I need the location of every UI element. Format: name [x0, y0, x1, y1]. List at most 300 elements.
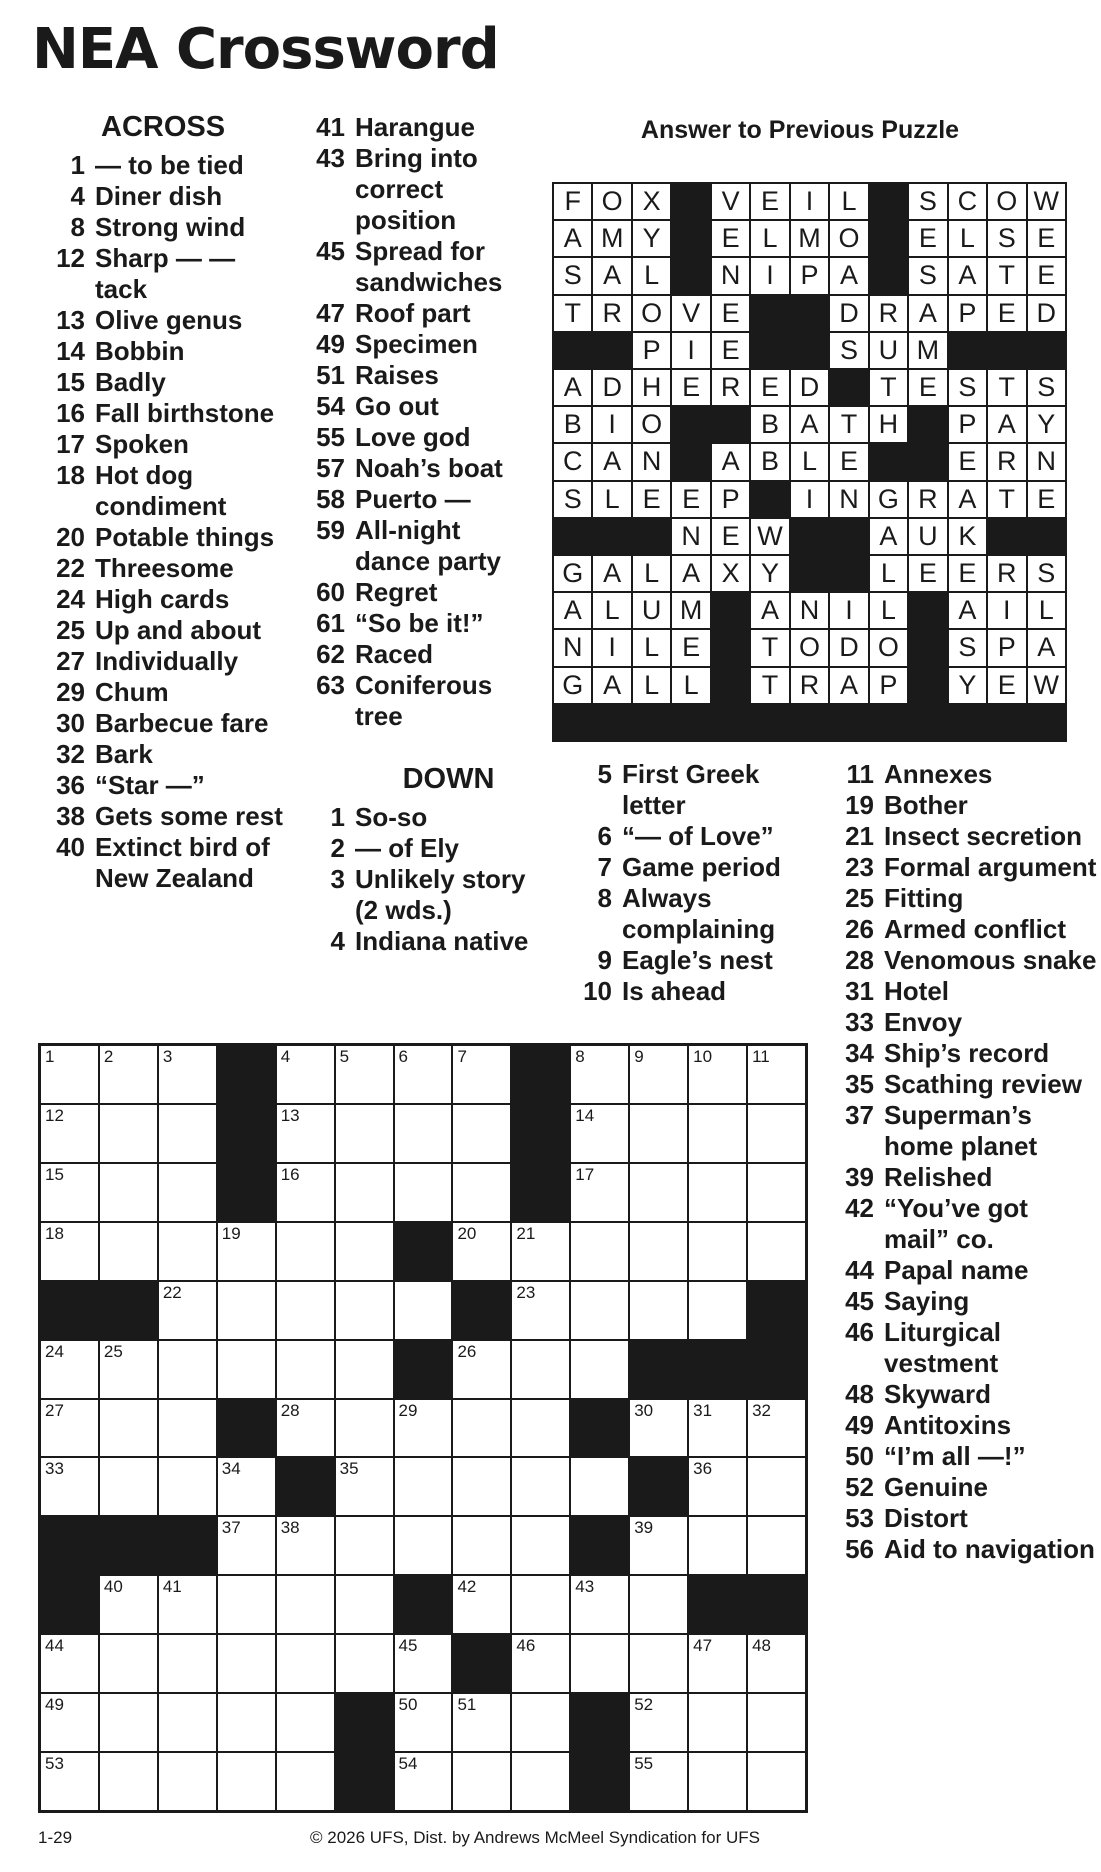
puzzle-cell[interactable] — [336, 1164, 393, 1221]
clue-text: Potable things — [95, 522, 275, 552]
puzzle-cell[interactable] — [748, 1694, 805, 1751]
puzzle-cell[interactable] — [277, 1282, 334, 1339]
puzzle-cell[interactable] — [571, 1576, 628, 1633]
clue-number: 19 — [845, 790, 874, 820]
clue-item — [827, 759, 1097, 790]
clue-text: “Star —” — [95, 770, 205, 800]
clue-item — [827, 852, 1097, 883]
answer-black-square — [830, 519, 867, 554]
puzzle-cell[interactable] — [218, 1635, 275, 1692]
puzzle-cell[interactable] — [395, 1694, 452, 1751]
puzzle-cell[interactable] — [41, 1046, 98, 1103]
puzzle-cell[interactable] — [159, 1576, 216, 1633]
puzzle-cell[interactable] — [571, 1635, 628, 1692]
clue-number: 27 — [56, 646, 85, 676]
answer-letter-cell: U — [633, 593, 670, 628]
answer-letter-cell: B — [554, 407, 591, 442]
cell-number: 34 — [221, 1459, 241, 1479]
puzzle-cell[interactable] — [218, 1223, 275, 1280]
puzzle-cell[interactable] — [218, 1517, 275, 1574]
clue-text: Olive genus — [95, 305, 243, 335]
puzzle-cell[interactable] — [571, 1282, 628, 1339]
puzzle-cell[interactable] — [512, 1282, 569, 1339]
puzzle-cell[interactable] — [159, 1694, 216, 1751]
answer-black-square — [909, 668, 946, 703]
answer-black-square — [633, 519, 670, 554]
clue-number: 25 — [845, 883, 874, 913]
puzzle-cell[interactable] — [277, 1635, 334, 1692]
puzzle-cell[interactable] — [630, 1517, 687, 1574]
puzzle-cell[interactable] — [689, 1105, 746, 1162]
clue-item — [298, 577, 536, 608]
answer-letter-cell: A — [949, 593, 986, 628]
answer-letter-cell: N — [633, 444, 670, 479]
puzzle-cell[interactable] — [336, 1400, 393, 1457]
puzzle-cell[interactable] — [748, 1164, 805, 1221]
clue-text: — to be tied — [95, 150, 244, 180]
puzzle-cell[interactable] — [277, 1753, 334, 1810]
answer-letter-cell: S — [909, 258, 946, 293]
answer-letter-cell: E — [1028, 482, 1065, 517]
answer-letter-cell: M — [791, 221, 828, 256]
puzzle-cell[interactable] — [100, 1341, 157, 1398]
puzzle-cell[interactable] — [100, 1576, 157, 1633]
puzzle-cell[interactable] — [159, 1046, 216, 1103]
puzzle-cell[interactable] — [218, 1753, 275, 1810]
puzzle-cell[interactable] — [159, 1458, 216, 1515]
puzzle-cell[interactable] — [512, 1576, 569, 1633]
puzzle-cell[interactable] — [277, 1517, 334, 1574]
clue-item — [38, 336, 288, 367]
puzzle-cell[interactable] — [218, 1282, 275, 1339]
clue-text: Gets some rest — [95, 801, 283, 831]
puzzle-cell[interactable] — [689, 1223, 746, 1280]
clue-number: 53 — [845, 1503, 874, 1533]
answer-letter-cell: A — [751, 593, 788, 628]
puzzle-cell[interactable] — [336, 1458, 393, 1515]
clue-number: 3 — [330, 864, 345, 894]
answer-letter-cell: E — [909, 556, 946, 591]
clue-number: 23 — [845, 852, 874, 882]
answer-letter-cell: A — [870, 519, 907, 554]
puzzle-cell[interactable] — [41, 1223, 98, 1280]
puzzle-cell[interactable] — [689, 1753, 746, 1810]
answer-letter-cell: Y — [949, 668, 986, 703]
puzzle-cell[interactable] — [453, 1576, 510, 1633]
cell-number: 20 — [457, 1223, 477, 1243]
answer-black-square — [1028, 333, 1065, 368]
puzzle-cell[interactable] — [395, 1105, 452, 1162]
answer-letter-cell: D — [593, 370, 630, 405]
clue-text: Bark — [95, 739, 153, 769]
puzzle-cell[interactable] — [41, 1164, 98, 1221]
clue-number: 16 — [56, 398, 85, 428]
answer-black-square — [554, 519, 591, 554]
clue-number: 45 — [845, 1286, 874, 1316]
answer-letter-cell: L — [751, 221, 788, 256]
puzzle-cell[interactable] — [336, 1282, 393, 1339]
answer-letter-cell: B — [751, 444, 788, 479]
answer-letter-cell: L — [593, 593, 630, 628]
answer-letter-cell: N — [672, 519, 709, 554]
puzzle-cell[interactable] — [336, 1341, 393, 1398]
puzzle-cell[interactable] — [277, 1164, 334, 1221]
clue-number: 12 — [56, 243, 85, 273]
answer-letter-cell: A — [909, 296, 946, 331]
puzzle-cell[interactable] — [395, 1282, 452, 1339]
puzzle-cell[interactable] — [395, 1635, 452, 1692]
puzzle-cell[interactable] — [453, 1517, 510, 1574]
cell-number: 7 — [457, 1047, 467, 1066]
cell-number: 47 — [693, 1636, 713, 1656]
clue-text: Noah’s boat — [355, 453, 503, 483]
answer-letter-cell: A — [672, 556, 709, 591]
answer-black-square — [672, 444, 709, 479]
black-square — [41, 1576, 98, 1633]
answer-letter-cell: S — [1028, 556, 1065, 591]
answer-black-square — [554, 333, 591, 368]
puzzle-cell[interactable] — [277, 1105, 334, 1162]
clue-text: Venomous snake — [884, 945, 1097, 975]
puzzle-cell[interactable] — [571, 1105, 628, 1162]
cell-number: 4 — [280, 1047, 291, 1066]
clue-text: Up and about — [95, 615, 262, 645]
puzzle-cell[interactable] — [453, 1223, 510, 1280]
answer-letter-cell: A — [593, 444, 630, 479]
puzzle-cell[interactable] — [571, 1223, 628, 1280]
puzzle-cell[interactable] — [512, 1223, 569, 1280]
answer-letter-cell: P — [791, 258, 828, 293]
puzzle-cell[interactable] — [512, 1458, 569, 1515]
answer-letter-cell: I — [988, 593, 1025, 628]
puzzle-cell[interactable] — [453, 1341, 510, 1398]
clue-item — [298, 608, 536, 639]
puzzle-cell[interactable] — [218, 1458, 275, 1515]
clue-text: Bobbin — [95, 336, 185, 366]
puzzle-cell[interactable] — [336, 1046, 393, 1103]
clue-item — [298, 515, 536, 577]
puzzle-cell[interactable] — [453, 1694, 510, 1751]
answer-letter-cell: I — [672, 333, 709, 368]
puzzle-cell[interactable] — [159, 1223, 216, 1280]
answer-letter-cell: R — [988, 556, 1025, 591]
answer-letter-cell: R — [909, 482, 946, 517]
clue-number: 61 — [316, 608, 345, 638]
black-square — [571, 1694, 628, 1751]
answer-black-square — [791, 519, 828, 554]
puzzle-cell[interactable] — [218, 1694, 275, 1751]
clue-text: Papal name — [884, 1255, 1029, 1285]
puzzle-cell[interactable] — [748, 1517, 805, 1574]
puzzle-cell[interactable] — [571, 1341, 628, 1398]
puzzle-cell[interactable] — [453, 1753, 510, 1810]
answer-letter-cell: E — [712, 333, 749, 368]
puzzle-cell[interactable] — [159, 1753, 216, 1810]
cell-number: 36 — [693, 1459, 713, 1479]
puzzle-cell[interactable] — [41, 1694, 98, 1751]
black-square — [218, 1046, 275, 1103]
clue-item — [298, 298, 536, 329]
cell-number: 39 — [634, 1518, 654, 1538]
puzzle-cell[interactable] — [336, 1576, 393, 1633]
clue-text: Hot dog condiment — [95, 460, 227, 521]
puzzle-cell[interactable] — [512, 1753, 569, 1810]
answer-black-square — [949, 333, 986, 368]
puzzle-cell[interactable] — [395, 1458, 452, 1515]
black-square — [512, 1105, 569, 1162]
cell-number: 51 — [457, 1695, 477, 1715]
clue-number: 4 — [70, 181, 85, 211]
puzzle-cell[interactable] — [512, 1635, 569, 1692]
clue-number: 14 — [56, 336, 85, 366]
clue-item — [827, 821, 1097, 852]
answer-letter-cell: L — [870, 593, 907, 628]
puzzle-cell[interactable] — [100, 1635, 157, 1692]
answer-letter-cell: E — [751, 184, 788, 219]
puzzle-cell[interactable] — [159, 1635, 216, 1692]
puzzle-cell[interactable] — [277, 1694, 334, 1751]
clue-item — [38, 305, 288, 336]
puzzle-cell[interactable] — [159, 1400, 216, 1457]
clue-number: 52 — [845, 1472, 874, 1502]
cell-number: 40 — [103, 1577, 123, 1597]
answer-letter-cell: G — [870, 482, 907, 517]
puzzle-cell[interactable] — [512, 1341, 569, 1398]
puzzle-cell[interactable] — [100, 1164, 157, 1221]
puzzle-cell[interactable] — [41, 1635, 98, 1692]
puzzle-cell[interactable] — [689, 1046, 746, 1103]
answer-letter-cell: V — [712, 184, 749, 219]
puzzle-cell[interactable] — [748, 1635, 805, 1692]
clue-item — [827, 883, 1097, 914]
answer-letter-cell: E — [712, 519, 749, 554]
puzzle-cell[interactable] — [100, 1223, 157, 1280]
puzzle-cell[interactable] — [689, 1458, 746, 1515]
clue-number: 4 — [330, 926, 345, 956]
answer-letter-cell: L — [633, 668, 670, 703]
across-clues-column-1 — [38, 112, 288, 894]
answer-letter-cell: O — [593, 184, 630, 219]
clue-item — [298, 639, 536, 670]
puzzle-cell[interactable] — [748, 1046, 805, 1103]
puzzle-cell[interactable] — [689, 1164, 746, 1221]
puzzle-cell[interactable] — [571, 1046, 628, 1103]
answer-letter-cell: S — [949, 630, 986, 665]
puzzle-cell[interactable] — [100, 1046, 157, 1103]
puzzle-cell[interactable] — [689, 1282, 746, 1339]
clue-item — [827, 1317, 1097, 1379]
puzzle-cell[interactable] — [395, 1517, 452, 1574]
answer-black-square — [909, 593, 946, 628]
puzzle-cell[interactable] — [159, 1105, 216, 1162]
puzzle-cell[interactable] — [277, 1046, 334, 1103]
clue-number: 11 — [846, 759, 874, 789]
puzzle-cell[interactable] — [630, 1105, 687, 1162]
puzzle-cell[interactable] — [159, 1164, 216, 1221]
puzzle-cell[interactable] — [100, 1694, 157, 1751]
clue-item — [565, 945, 815, 976]
puzzle-cell[interactable] — [277, 1341, 334, 1398]
answer-letter-cell: N — [1028, 444, 1065, 479]
clue-text: Individually — [95, 646, 239, 676]
answer-letter-cell: I — [830, 593, 867, 628]
puzzle-cell[interactable] — [453, 1046, 510, 1103]
puzzle-cell[interactable] — [630, 1400, 687, 1457]
puzzle-cell[interactable] — [336, 1223, 393, 1280]
puzzle-cell[interactable] — [512, 1517, 569, 1574]
across-clues-column-2 — [298, 112, 536, 957]
answer-letter-cell: E — [988, 668, 1025, 703]
cell-number: 15 — [45, 1164, 64, 1184]
clue-item — [38, 243, 288, 305]
clue-item — [38, 708, 288, 739]
clue-item — [827, 1379, 1097, 1410]
clue-text: Formal argument — [884, 852, 1097, 882]
puzzle-cell[interactable] — [453, 1105, 510, 1162]
clue-item — [827, 976, 1097, 1007]
answer-letter-cell: S — [554, 482, 591, 517]
puzzle-cell[interactable] — [748, 1223, 805, 1280]
puzzle-cell[interactable] — [571, 1458, 628, 1515]
clue-number: 47 — [316, 298, 345, 328]
clue-number: 34 — [845, 1038, 874, 1068]
answer-letter-cell: T — [870, 370, 907, 405]
answer-black-square — [909, 630, 946, 665]
puzzle-cell[interactable] — [748, 1458, 805, 1515]
puzzle-cell[interactable] — [689, 1400, 746, 1457]
clue-number: 22 — [56, 553, 85, 583]
puzzle-cell[interactable] — [336, 1105, 393, 1162]
puzzle-cell[interactable] — [277, 1223, 334, 1280]
puzzle-cell[interactable] — [277, 1400, 334, 1457]
puzzle-cell[interactable] — [571, 1164, 628, 1221]
puzzle-cell[interactable] — [512, 1694, 569, 1751]
clue-number: 41 — [316, 112, 345, 142]
puzzle-cell[interactable] — [689, 1517, 746, 1574]
puzzle-cell[interactable] — [100, 1458, 157, 1515]
answer-letter-cell: E — [988, 296, 1025, 331]
puzzle-cell[interactable] — [159, 1341, 216, 1398]
puzzle-cell[interactable] — [453, 1458, 510, 1515]
clue-text: Harangue — [355, 112, 475, 142]
cell-number: 43 — [575, 1577, 595, 1597]
puzzle-cell[interactable] — [689, 1694, 746, 1751]
answer-letter-cell: S — [830, 333, 867, 368]
clue-text: Annexes — [884, 759, 993, 789]
answer-letter-cell: H — [870, 407, 907, 442]
puzzle-cell[interactable] — [159, 1282, 216, 1339]
clue-text: Eagle’s nest — [622, 945, 773, 975]
puzzle-cell[interactable] — [41, 1458, 98, 1515]
copyright-line: © 2026 UFS, Dist. by Andrews McMeel Syndication for UFS — [310, 1828, 760, 1847]
answer-letter-cell: A — [949, 258, 986, 293]
puzzle-cell[interactable] — [218, 1576, 275, 1633]
puzzle-cell[interactable] — [453, 1400, 510, 1457]
puzzle-cell[interactable] — [395, 1400, 452, 1457]
clue-number: 5 — [597, 759, 612, 789]
puzzle-cell[interactable] — [748, 1105, 805, 1162]
clue-item — [38, 615, 288, 646]
cell-number: 42 — [457, 1577, 477, 1597]
clue-item — [38, 522, 288, 553]
black-square — [689, 1576, 746, 1633]
clue-number: 40 — [56, 832, 85, 862]
answer-black-square — [712, 407, 749, 442]
black-square — [100, 1282, 157, 1339]
answer-letter-cell: L — [791, 444, 828, 479]
clue-text: Skyward — [884, 1379, 991, 1409]
puzzle-cell[interactable] — [512, 1400, 569, 1457]
answer-letter-cell: T — [988, 482, 1025, 517]
puzzle-cell[interactable] — [748, 1400, 805, 1457]
clue-number: 1 — [330, 802, 345, 832]
puzzle-cell[interactable] — [41, 1341, 98, 1398]
puzzle-cell[interactable] — [100, 1400, 157, 1457]
clue-item — [38, 181, 288, 212]
black-square — [748, 1341, 805, 1398]
crossword-grid[interactable] — [38, 1043, 808, 1813]
puzzle-cell[interactable] — [100, 1105, 157, 1162]
puzzle-cell[interactable] — [218, 1341, 275, 1398]
cell-number: 45 — [398, 1636, 418, 1656]
puzzle-cell[interactable] — [336, 1635, 393, 1692]
answer-letter-cell: S — [554, 258, 591, 293]
clue-item — [827, 914, 1097, 945]
puzzle-cell[interactable] — [395, 1164, 452, 1221]
puzzle-cell[interactable] — [395, 1046, 452, 1103]
answer-letter-cell: L — [672, 668, 709, 703]
answer-letter-cell: E — [949, 556, 986, 591]
clue-number: 59 — [316, 515, 345, 545]
puzzle-cell[interactable] — [630, 1223, 687, 1280]
puzzle-cell[interactable] — [336, 1517, 393, 1574]
puzzle-cell[interactable] — [41, 1400, 98, 1457]
answer-letter-cell: E — [633, 482, 670, 517]
puzzle-cell[interactable] — [453, 1164, 510, 1221]
clue-item — [565, 852, 815, 883]
puzzle-cell[interactable] — [630, 1635, 687, 1692]
puzzle-cell[interactable] — [41, 1105, 98, 1162]
puzzle-cell[interactable] — [630, 1046, 687, 1103]
answer-letter-cell: I — [593, 630, 630, 665]
clue-item — [38, 150, 288, 181]
puzzle-cell[interactable] — [277, 1576, 334, 1633]
puzzle-cell[interactable] — [41, 1753, 98, 1810]
answer-letter-cell: A — [830, 258, 867, 293]
clue-item — [298, 802, 536, 833]
cell-number: 19 — [221, 1223, 241, 1243]
answer-letter-cell: R — [870, 296, 907, 331]
puzzle-cell[interactable] — [630, 1753, 687, 1810]
cell-number: 21 — [516, 1223, 536, 1243]
puzzle-cell[interactable] — [630, 1576, 687, 1633]
answer-letter-cell: A — [949, 482, 986, 517]
puzzle-cell[interactable] — [630, 1164, 687, 1221]
answer-letter-cell: Y — [633, 221, 670, 256]
clue-number: 36 — [56, 770, 85, 800]
clue-text: Hotel — [884, 976, 949, 1006]
cell-number: 23 — [516, 1282, 536, 1302]
clue-item — [38, 770, 288, 801]
puzzle-cell[interactable] — [395, 1753, 452, 1810]
puzzle-cell[interactable] — [630, 1282, 687, 1339]
puzzle-cell[interactable] — [748, 1753, 805, 1810]
puzzle-cell[interactable] — [689, 1635, 746, 1692]
puzzle-cell[interactable] — [100, 1753, 157, 1810]
answer-letter-cell: L — [830, 184, 867, 219]
answer-letter-cell: I — [593, 407, 630, 442]
puzzle-cell[interactable] — [630, 1694, 687, 1751]
